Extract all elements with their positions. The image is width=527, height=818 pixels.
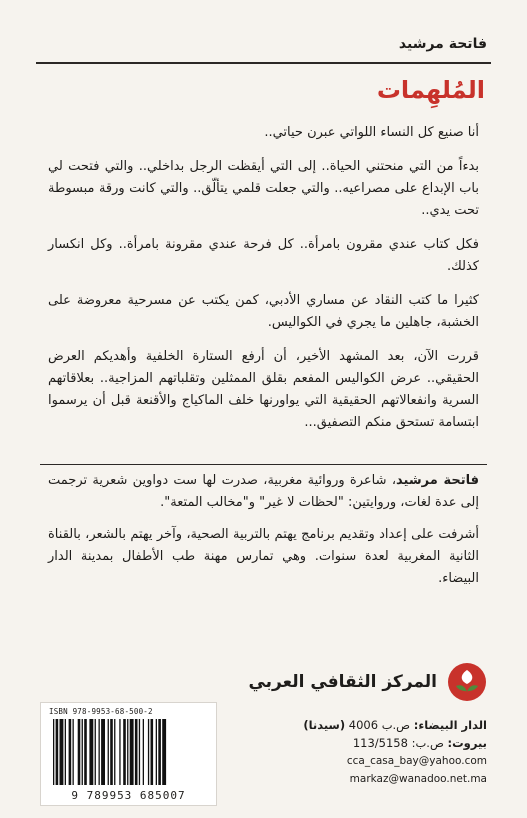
book-title: المُلهِمات <box>376 76 485 104</box>
blurb-paragraph: كثيرا ما كتب النقاد عن مساري الأدبي، كمن يكتب عن مسرحية معروضة على الخشبة، جاهلين ما يجري في الكواليس. <box>48 293 479 330</box>
bio-text: ، شاعرة وروائية مغربية، صدرت لها ست دواوين شعرية ترجمت إلى عدة لغات، وروايتين: "لحظات لا غير" و"مخالب المتعة". <box>48 473 479 510</box>
blurb <box>48 122 479 446</box>
casablanca-box: ص.ب 4006 <box>348 718 411 732</box>
publisher-block <box>248 662 487 702</box>
publisher-name: المركز الثقافي العربي <box>248 672 437 692</box>
publisher-contacts <box>303 716 487 788</box>
bio-paragraph: أشرفت على إعداد وتقديم برنامج يهتم بالتربية الصحية، وآخر يهتم بالشعر، بالقناة الثانية المغربية لعدة سنوات. وهي تمارس مهنة طب الأطفال بمدينة الدار البيضاء. <box>48 527 479 586</box>
author-bio <box>48 470 479 600</box>
bio-author-name: فاتحة مرشيد <box>396 473 479 488</box>
bio-divider <box>40 464 487 465</box>
email-address[interactable]: cca_casa_bay@yahoo.com <box>346 755 487 767</box>
beirut-box-number: 113/5158 <box>352 736 408 750</box>
beirut-box-label: ص.ب: <box>411 736 444 750</box>
barcode-bars <box>51 719 206 787</box>
casablanca-label: الدار البيضاء: <box>413 718 487 732</box>
email-address[interactable]: markaz@wanadoo.net.ma <box>349 773 487 785</box>
blurb-paragraph: بدءاً من التي منحتني الحياة.. إلى التي أيقظت الرجل بداخلي.. والتي فتحت لي باب الإبداع على مصراعيه.. والتي جعلت قلمي يتألّق.. والتي كانت ورقة مبسوطة تحت يدي.. <box>48 159 479 218</box>
casablanca-area: (سيدنا) <box>303 718 346 732</box>
bio-paragraph <box>48 470 479 514</box>
publisher-flower-logo-icon <box>447 662 487 702</box>
blurb-paragraph: فكل كتاب عندي مقرون بامرأة.. كل فرحة عندي مقرونة بامرأة.. وكل انكسار كذلك. <box>48 237 479 274</box>
casablanca-address <box>303 716 487 734</box>
beirut-address <box>303 734 487 752</box>
barcode-number: 9 789953 685007 <box>71 789 186 802</box>
blurb-paragraph: أنا صنيع كل النساء اللواتي عبرن حياتي.. <box>264 125 479 140</box>
isbn-label: ISBN 978-9953-68-500-2 <box>49 707 153 716</box>
isbn-barcode <box>40 702 217 806</box>
author-name: فاتحة مرشيد <box>398 36 487 52</box>
beirut-label: بيروت: <box>447 736 487 750</box>
header-divider <box>36 62 491 64</box>
blurb-paragraph: قررت الآن، بعد المشهد الأخير، أن أرفع الستارة الخلفية وأهديكم العرض الحقيقي.. عرض الكواليس المفعم بقلق الممثلين وتقلباتهم المزاجية.. بعلاقاتهم السرية وانفعالاتهم الحقيقية التي يواورنها خلف الماكياج والأقنعة قبل أن يرسموا ابتسامة تستحق منكم التصفيق... <box>48 349 479 430</box>
